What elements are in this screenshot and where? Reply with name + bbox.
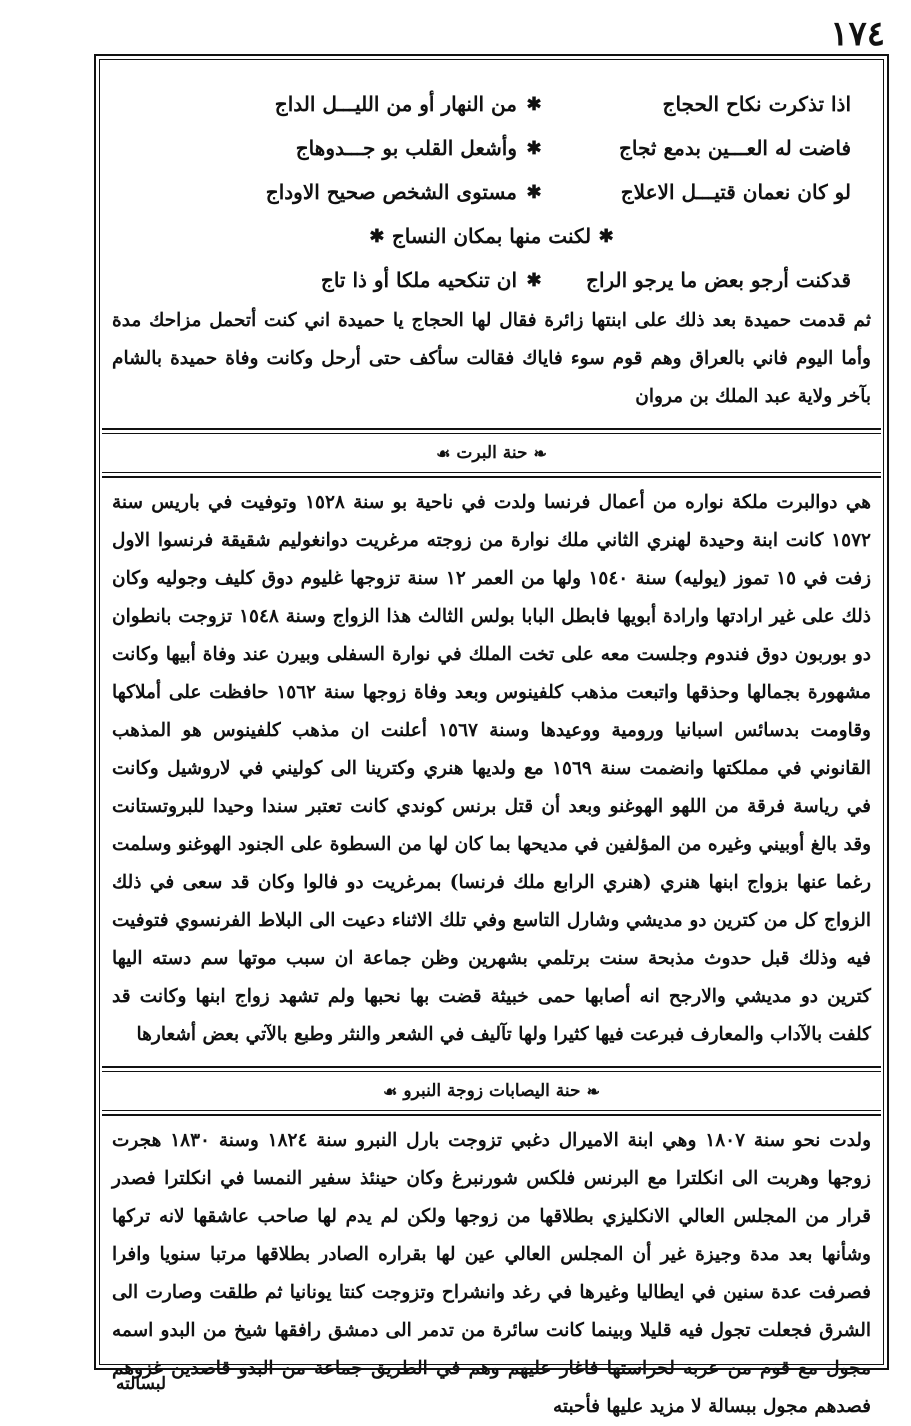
heading-cartouche — [383, 1081, 600, 1101]
verse-centered-hemistich: لكنت منها بمكان النساج — [391, 224, 592, 248]
narrative-paragraph: ثم قدمت حميدة بعد ذلك على ابنتها زائرة فقال لها الحجاج يا حميدة اني كنت أتحمل مزاحك مدة وأما اليوم فاني بالعراق وهم قوم سوء فاياك فقالت سأكف حتى أرحل وكانت وفاة حميدة بالشام بآخر ولاية عبد الملك بن مروان — [112, 310, 871, 407]
verse-hemistich-second: من النهار أو من الليـــل الداج — [274, 92, 517, 116]
verse-hemistich-second: ان تنكحيه ملكا أو ذا تاج — [320, 268, 517, 292]
verse-5 — [132, 258, 851, 302]
section-title: حنة اليصابات زوجة النبرو — [403, 1081, 581, 1101]
ornament-icon: ❧ — [586, 1081, 600, 1101]
verse-hemistich-first: اذا تذكرت نكاح الحجاج — [662, 92, 851, 116]
catchword: لبسالته — [116, 1374, 167, 1394]
verse-2 — [132, 126, 851, 170]
page-number: ١٧٤ — [830, 14, 885, 54]
heading-cartouche — [436, 443, 547, 463]
verse-hemistich-first: لو كان نعمان قتيـــل الاعلاج — [620, 180, 851, 204]
verse-hemistich-second: وأشعل القلب بو جـــدوهاج — [295, 136, 517, 160]
biography-paragraph-jeanne-albret: هي دوالبرت ملكة نواره من أعمال فرنسا ولدت في ناحية بو سنة ١٥٢٨ وتوفيت في باريس سنة ١٥٧٢ كانت ابنة وحيدة لهنري الثاني ملك نوارة من زوجته مرغريت دوانغوليم شقيقة فرنسوا الاول زفت في ١٥ تموز (يوليه) سنة ١٥٤٠ ولها من العمر ١٢ سنة تزوجها غليوم دوق كليف وجوليه وكان ذلك على غير ارادتها وارادة أبويها فابطل البابا بولس الثالث هذا الزواج وسنة ١٥٤٨ تزوجت بانطوان دو بوربون دوق فندوم وجلست معه على تخت الملك في نوارة السفلى وبيرن عند وفاة أبيها وكانت مشهورة بجمالها وحذقها واتبعت مذهب كلفينوس وبعد وفاة زوجها سنة ١٥٦٢ حافظت على أملاكها وقاومت بدسائس اسبانيا ورومية ووعيدها وسنة ١٥٦٧ أعلنت ان مذهب كلفينوس هو المذهب القانوني في مملكتها وانضمت سنة ١٥٦٩ مع ولديها هنري وكترينا الى كوليني في لاروشيل وكانت في رياسة فرقة من اللهو الهوغنو وبعد أن قتل برنس كوندي كانت تعتبر سندا وحيدا للبروتستانت وقد بالغ أوبيني وغيره من المؤلفين في مديحها بما كان لها من السطوة على الجنود الهوغنو وسلمت رغما عنها بزواج ابنها هنري (هنري الرابع ملك فرنسا) بمرغريت دو فالوا وكان قد سعى في ذلك الزواج كل من كترين دو مديشي وشارل التاسع وفي تلك الاثناء دعيت الى البلاط الفرنسوي فتوفيت فيه وذلك قبل حدوث مذبحة سنت برتلمي بشهرين وظن جماعة ان سبب موتها سم دسته اليها كترين دو مديشي والارجح انه أصابها حمى خبيثة قضت بها نحبها ولم تشهد زواج ابنها وكانت قد كلفت بالآداب والمعارف فبرعت فيها كثيرا ولها تآليف في الشعر والنثر وطبع بالآتي بعض أشعارها — [112, 492, 872, 1045]
star-separator-icon: ✱ — [526, 269, 542, 291]
verse-hemistich-first: فاضت له العـــين بدمع ثجاج — [619, 136, 851, 160]
poem-block — [102, 62, 881, 302]
verse-1 — [132, 82, 851, 126]
ornament-icon: ☙ — [383, 1081, 398, 1101]
star-separator-icon: ✱ — [526, 181, 542, 203]
star-separator-icon: ✱ — [598, 225, 614, 247]
verse-hemistich-first: قدكنت أرجو بعض ما يرجو الراج — [586, 268, 851, 292]
verse-hemistich-second: مستوى الشخص صحيح الاوداج — [265, 180, 517, 204]
star-separator-icon: ✱ — [526, 137, 542, 159]
biography-paragraph-jane-ellenborough: ولدت نحو سنة ١٨٠٧ وهي ابنة الاميرال دغبي تزوجت بارل النبرو سنة ١٨٢٤ وسنة ١٨٣٠ هجرت زوجها وهربت الى انكلترا مع البرنس فلكس شورنبرغ وكان حينئذ سفير النمسا في انكلترا فصدر قرار من المجلس العالي الانكليزي بطلاقها من زوجها ولكن لم يدم لها صاحب عاشقها لانه تركها وشأنها بعد مدة وجيزة غير أن المجلس العالي عين لها بقراره الصادر بطلاقها مرتبا سنويا وافرا فصرفت عدة سنين في ايطاليا وغيرها في رغد وانشراح وتزوجت كنتا يونانيا ثم طلقت وصارت الى الشرق فجعلت تجول فيه قليلا وبينما كانت سائرة من تدمر الى دمشق رافقها شيخ من البدو اسمه مجول مع قوم من عربه لحراستها فاغار عليهم وهم في الطريق جماعة من البدو قاصدين غزوهم فصدهم مجول ببسالة لا مزيد عليها فأحبته — [112, 1130, 872, 1417]
ornament-icon: ☙ — [436, 443, 451, 463]
verse-3 — [132, 170, 851, 214]
star-separator-icon: ✱ — [369, 225, 385, 247]
section-heading-jeanne-albret — [102, 428, 881, 478]
section-heading-jane-ellenborough — [102, 1066, 881, 1116]
ornament-icon: ❧ — [533, 443, 547, 463]
star-separator-icon: ✱ — [526, 93, 542, 115]
verse-4 — [132, 214, 851, 258]
section-title: حنة البرت — [456, 443, 528, 463]
